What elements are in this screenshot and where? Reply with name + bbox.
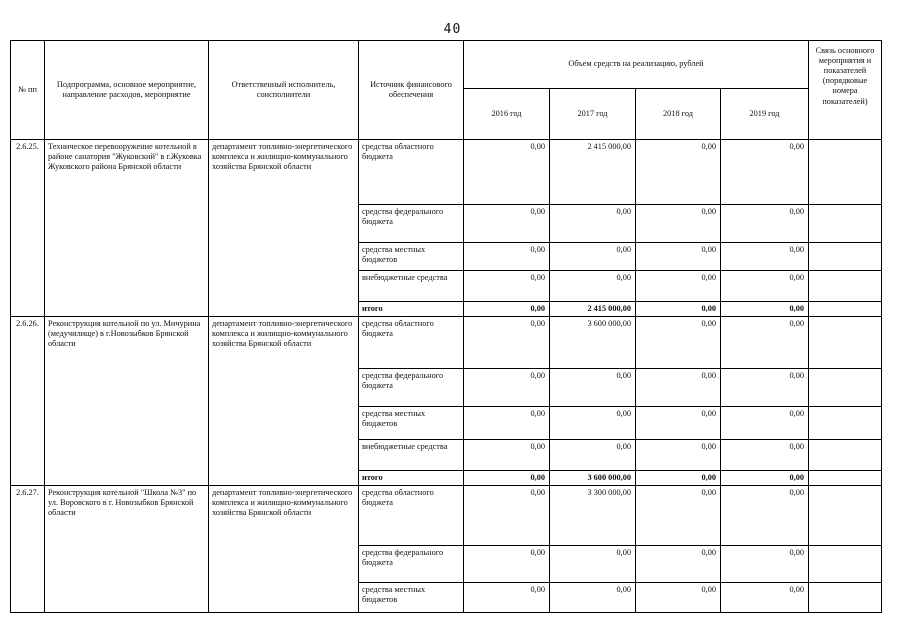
- funding-source: средства областного бюджета: [359, 140, 464, 205]
- links-cell: [809, 440, 882, 471]
- table-row: [11, 317, 882, 369]
- links-cell: [809, 486, 882, 546]
- amount-cell: 2 415 000,00: [550, 302, 636, 317]
- links-cell: [809, 302, 882, 317]
- links-cell: [809, 546, 882, 583]
- page-number: 40: [443, 22, 462, 37]
- table-header: [11, 41, 882, 140]
- amount-cell: 0,00: [550, 271, 636, 302]
- links-cell: [809, 243, 882, 271]
- links-cell: [809, 407, 882, 440]
- funding-source: средства федерального бюджета: [359, 369, 464, 407]
- header-year-2017: 2017 год: [550, 89, 636, 140]
- funding-source: средства местных бюджетов: [359, 407, 464, 440]
- amount-cell: 0,00: [464, 302, 550, 317]
- amount-cell: 0,00: [721, 440, 809, 471]
- header-number: № пп: [11, 41, 45, 140]
- amount-cell: 0,00: [721, 243, 809, 271]
- header-year-2018: 2018 год: [636, 89, 721, 140]
- amount-cell: 0,00: [721, 369, 809, 407]
- funding-source: средства федерального бюджета: [359, 546, 464, 583]
- table-row: [11, 140, 882, 205]
- amount-cell: 0,00: [636, 546, 721, 583]
- amount-cell: 0,00: [550, 407, 636, 440]
- entry-executor: департамент топливно-энергетического комплекса и жилищно-коммунального хозяйства Брянской области: [209, 486, 359, 613]
- amount-cell: 0,00: [721, 317, 809, 369]
- amount-cell: 0,00: [636, 243, 721, 271]
- entry-executor: департамент топливно-энергетического комплекса и жилищно-коммунального хозяйства Брянской области: [209, 317, 359, 486]
- funding-source: средства местных бюджетов: [359, 243, 464, 271]
- funding-source: средства областного бюджета: [359, 317, 464, 369]
- amount-cell: 0,00: [636, 271, 721, 302]
- amount-cell: 3 300 000,00: [550, 486, 636, 546]
- amount-cell: 0,00: [464, 583, 550, 613]
- amount-cell: 0,00: [464, 243, 550, 271]
- amount-cell: 0,00: [464, 471, 550, 486]
- amount-cell: 0,00: [721, 546, 809, 583]
- amount-cell: 2 415 000,00: [550, 140, 636, 205]
- amount-cell: 0,00: [550, 546, 636, 583]
- funding-source: средства местных бюджетов: [359, 583, 464, 613]
- amount-cell: 0,00: [550, 440, 636, 471]
- funding-source: итого: [359, 471, 464, 486]
- amount-cell: 0,00: [464, 407, 550, 440]
- links-cell: [809, 471, 882, 486]
- entry-code: 2.6.25.: [11, 140, 45, 317]
- header-year-2016: 2016 год: [464, 89, 550, 140]
- links-cell: [809, 271, 882, 302]
- amount-cell: 0,00: [721, 140, 809, 205]
- header-executor: Ответственный исполнитель, соисполнители: [209, 41, 359, 140]
- amount-cell: 0,00: [636, 140, 721, 205]
- funding-source: внебюджетные средства: [359, 440, 464, 471]
- amount-cell: 0,00: [464, 271, 550, 302]
- amount-cell: 0,00: [721, 205, 809, 243]
- amount-cell: 0,00: [550, 243, 636, 271]
- funding-source: внебюджетные средства: [359, 271, 464, 302]
- table-row: [11, 486, 882, 546]
- budget-table: [10, 40, 882, 613]
- entry-code: 2.6.26.: [11, 317, 45, 486]
- links-cell: [809, 369, 882, 407]
- amount-cell: 0,00: [721, 302, 809, 317]
- amount-cell: 0,00: [636, 317, 721, 369]
- amount-cell: 0,00: [721, 583, 809, 613]
- header-program: Подпрограмма, основное мероприятие, направление расходов, мероприятие: [45, 41, 209, 140]
- amount-cell: 0,00: [636, 369, 721, 407]
- amount-cell: 0,00: [550, 583, 636, 613]
- amount-cell: 0,00: [721, 271, 809, 302]
- entry-code: 2.6.27.: [11, 486, 45, 613]
- header-volume: Объем средств на реализацию, рублей: [464, 41, 809, 89]
- links-cell: [809, 205, 882, 243]
- header-source: Источник финансового обеспечения: [359, 41, 464, 140]
- amount-cell: 0,00: [636, 440, 721, 471]
- funding-source: итого: [359, 302, 464, 317]
- amount-cell: 0,00: [636, 205, 721, 243]
- header-links: Связь основного мероприятия и показателей (порядковые номера показателей): [809, 41, 882, 140]
- amount-cell: 0,00: [721, 471, 809, 486]
- links-cell: [809, 140, 882, 205]
- amount-cell: 3 600 000,00: [550, 471, 636, 486]
- amount-cell: 0,00: [464, 486, 550, 546]
- amount-cell: 0,00: [464, 369, 550, 407]
- amount-cell: 0,00: [550, 369, 636, 407]
- amount-cell: 0,00: [636, 486, 721, 546]
- amount-cell: 0,00: [550, 205, 636, 243]
- links-cell: [809, 317, 882, 369]
- amount-cell: 0,00: [464, 317, 550, 369]
- amount-cell: 0,00: [721, 407, 809, 440]
- table-body: [11, 140, 882, 613]
- links-cell: [809, 583, 882, 613]
- amount-cell: 0,00: [636, 302, 721, 317]
- amount-cell: 0,00: [636, 471, 721, 486]
- entry-executor: департамент топливно-энергетического комплекса и жилищно-коммунального хозяйства Брянской области: [209, 140, 359, 317]
- header-year-2019: 2019 год: [721, 89, 809, 140]
- amount-cell: 3 600 000,00: [550, 317, 636, 369]
- entry-name: Реконструкция котельной "Школа №3" по ул. Воровского в г. Новозыбков Брянской области: [45, 486, 209, 613]
- amount-cell: 0,00: [464, 440, 550, 471]
- amount-cell: 0,00: [636, 407, 721, 440]
- entry-name: Реконструкция котельной по ул. Мичурина (медучилище) в г.Новозыбков Брянской области: [45, 317, 209, 486]
- amount-cell: 0,00: [464, 205, 550, 243]
- amount-cell: 0,00: [636, 583, 721, 613]
- entry-name: Техническое перевооружение котельной в районе санатория "Жуковский" в г.Жуковка Жуковского района Брянской области: [45, 140, 209, 317]
- amount-cell: 0,00: [464, 140, 550, 205]
- funding-source: средства областного бюджета: [359, 486, 464, 546]
- funding-source: средства федерального бюджета: [359, 205, 464, 243]
- amount-cell: 0,00: [464, 546, 550, 583]
- amount-cell: 0,00: [721, 486, 809, 546]
